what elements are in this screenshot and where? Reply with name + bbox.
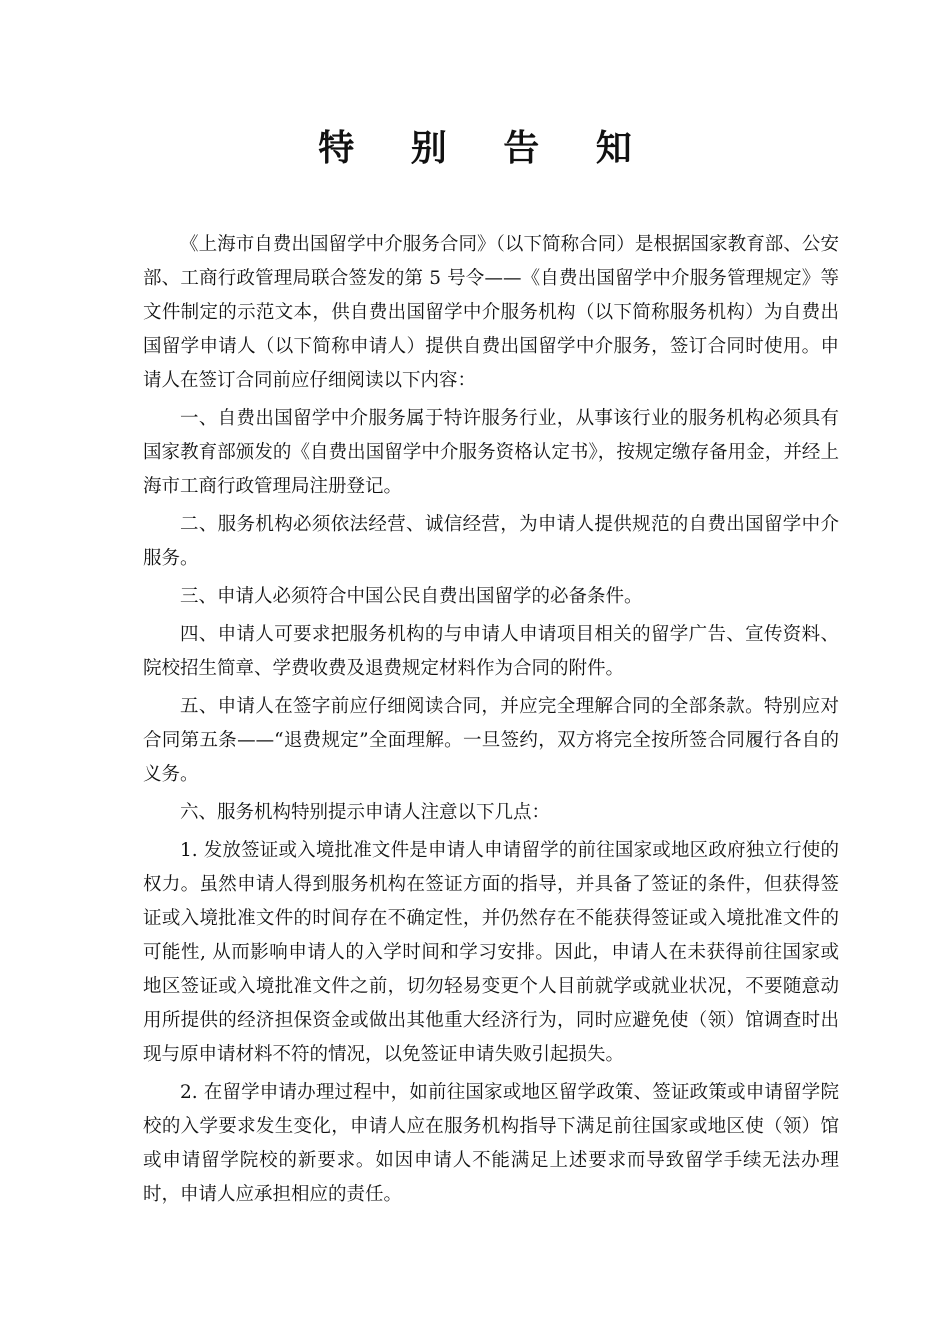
document-body [143, 228, 839, 1216]
paragraph-item-1: 一、自费出国留学中介服务属于特许服务行业，从事该行业的服务机构必须具有国家教育部颁发的《自费出国留学中介服务资格认定书》，按规定缴存备用金，并经上海市工商行政管理局注册登记。 [143, 408, 839, 497]
paragraph-item-6: 六、服务机构特别提示申请人注意以下几点： [180, 802, 551, 823]
paragraph-note-1: 1. 发放签证或入境批准文件是申请人申请留学的前往国家或地区政府独立行使的权力。虽然申请人得到服务机构在签证方面的指导，并具备了签证的条件，但获得签证或入境批准文件的时间存在不确定性，并仍然存在不能获得签证或入境批准文件的可能性, 从而影响申请人的入学时间和学习安排。因此，申请人在未获得前往国家或地区签证或入境批准文件之前，切勿轻易变更个人目前就学或就业状况，不要随意动用所提供的经济担保资金或做出其他重大经济行为，同时应避免使（领）馆调查时出现与原申请材料不符的情况，以免签证申请失败引起损失。 [143, 840, 839, 1065]
page-title: 特 别 告 知 [318, 128, 654, 169]
paragraph-item-5: 五、申请人在签字前应仔细阅读合同，并应完全理解合同的全部条款。特别应对合同第五条——“退费规定”全面理解。一旦签约，双方将完全按所签合同履行各自的义务。 [143, 696, 839, 785]
paragraph-item-4: 四、申请人可要求把服务机构的与申请人申请项目相关的留学广告、宣传资料、院校招生简章、学费收费及退费规定材料作为合同的附件。 [143, 624, 839, 679]
paragraph-item-2: 二、服务机构必须依法经营、诚信经营，为申请人提供规范的自费出国留学中介服务。 [143, 514, 839, 569]
paragraph-intro: 《上海市自费出国留学中介服务合同》（以下简称合同）是根据国家教育部、公安部、工商行政管理局联合签发的第 5 号令——《自费出国留学中介服务管理规定》等文件制定的示范文本，供自费出国留学中介服务机构（以下简称服务机构）为自费出国留学申请人（以下简称申请人）提供自费出国留学中介服务，签订合同时使用。申请人在签订合同前应仔细阅读以下内容： [143, 234, 839, 391]
paragraph-note-2: 2. 在留学申请办理过程中，如前往国家或地区留学政策、签证政策或申请留学院校的入学要求发生变化，申请人应在服务机构指导下满足前往国家或地区使（领）馆或申请留学院校的新要求。如因申请人不能满足上述要求而导致留学手续无法办理时，申请人应承担相应的责任。 [143, 1082, 839, 1205]
paragraph-item-3: 三、申请人必须符合中国公民自费出国留学的必备条件。 [180, 586, 643, 607]
